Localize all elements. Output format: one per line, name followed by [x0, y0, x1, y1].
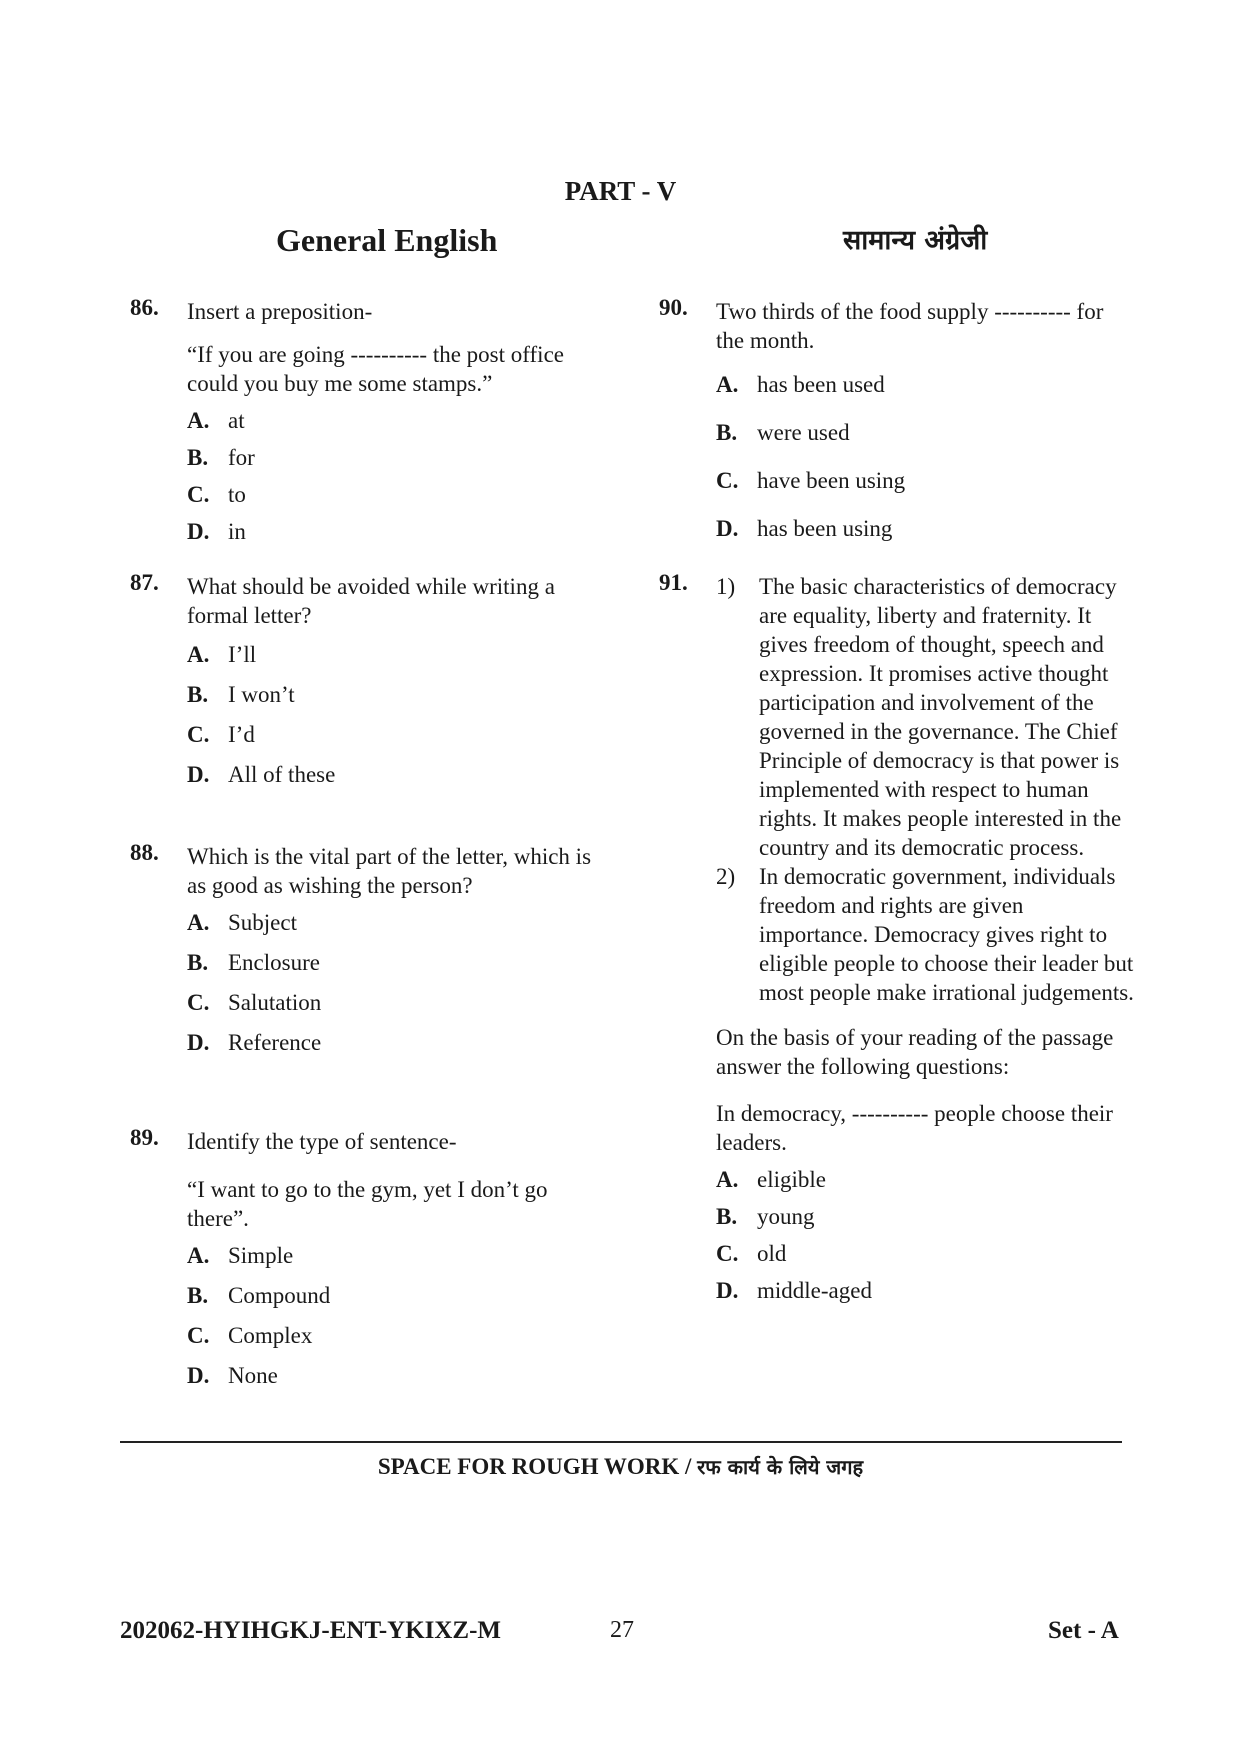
reading-passage: [716, 572, 1137, 1007]
question-quote: “I want to go to the gym, yet I don’t go there”.: [187, 1177, 548, 1231]
option-a[interactable]: A. I’ll: [187, 642, 257, 667]
option-a[interactable]: A. Simple: [187, 1243, 294, 1268]
question-number: 90.: [659, 295, 688, 320]
option-a[interactable]: A. Subject: [187, 910, 297, 935]
footer-paper-code: 202062-HYIHGKJ-ENT-YKIXZ-M: [120, 1617, 502, 1644]
subject-title-english: General English: [276, 222, 498, 258]
option-list: [187, 908, 600, 1068]
option-list: [187, 640, 600, 800]
passage-paragraph-2: 2) In democratic government, individuals freedom and rights are given importance. Democracy gives right to eligible people to choose their leader but most people make irrational judgements.: [716, 864, 1134, 1005]
option-list: [716, 370, 1137, 562]
subject-title-hindi: सामान्य अंग्रेजी: [843, 225, 988, 256]
option-d[interactable]: D. All of these: [187, 762, 336, 787]
option-b[interactable]: B. young: [716, 1204, 815, 1229]
option-b[interactable]: B. Compound: [187, 1283, 331, 1308]
option-c[interactable]: C. have been using: [716, 468, 906, 493]
question-number: 87.: [130, 570, 159, 595]
option-c[interactable]: C. to: [187, 482, 246, 507]
question-number: 89.: [130, 1125, 159, 1150]
footer-page-number: 27: [610, 1617, 634, 1643]
question-number: 86.: [130, 295, 159, 320]
question-text: Identify the type of sentence-: [187, 1129, 457, 1154]
option-c[interactable]: C. Salutation: [187, 990, 322, 1015]
option-c[interactable]: C. old: [716, 1241, 787, 1266]
divider-rule: [120, 1441, 1122, 1443]
option-b[interactable]: B. Enclosure: [187, 950, 320, 975]
option-a[interactable]: A. has been used: [716, 372, 885, 397]
question-text: What should be avoided while writing a formal letter?: [187, 574, 555, 628]
option-list: [187, 406, 600, 554]
question-91: [659, 570, 1137, 1313]
option-b[interactable]: B. were used: [716, 420, 850, 445]
question-quote: “If you are going ---------- the post office could you buy me some stamps.”: [187, 342, 564, 396]
question-number: 88.: [130, 840, 159, 865]
footer-set-label: Set - A: [1048, 1617, 1119, 1644]
passage-paragraph-1: 1) The basic characteristics of democracy are equality, liberty and fraternity. It gives freedom of thought, speech and expression. It promises active thought participation and involvement of the governed in the governance. The Chief Principle of democracy is that power is implemented with respect to human rights. It makes people interested in the country and its democratic process.: [716, 574, 1122, 860]
question-text: In democracy, ---------- people choose their leaders.: [716, 1101, 1113, 1155]
option-c[interactable]: C. I’d: [187, 722, 255, 747]
option-d[interactable]: D. middle-aged: [716, 1278, 872, 1303]
option-d[interactable]: D. has been using: [716, 516, 893, 541]
option-d[interactable]: D. in: [187, 519, 246, 544]
option-a[interactable]: A. eligible: [716, 1167, 826, 1192]
option-d[interactable]: D. Reference: [187, 1030, 322, 1055]
question-90: [659, 295, 1137, 562]
option-d[interactable]: D. None: [187, 1363, 278, 1388]
question-89: [130, 1127, 600, 1401]
option-list: [716, 1165, 1137, 1313]
question-88: [130, 842, 600, 1068]
rough-work-label: SPACE FOR ROUGH WORK / रफ कार्य के लिये जगह: [377, 1454, 864, 1479]
option-list: [187, 1241, 600, 1401]
question-text: Two thirds of the food supply ---------- for the month.: [716, 299, 1104, 353]
option-a[interactable]: A. at: [187, 408, 245, 433]
question-text: Insert a preposition-: [187, 299, 373, 324]
question-number: 91.: [659, 570, 688, 595]
option-c[interactable]: C. Complex: [187, 1323, 313, 1348]
part-title: PART - V: [564, 176, 677, 206]
question-87: [130, 572, 600, 800]
question-text: Which is the vital part of the letter, which is as good as wishing the person?: [187, 844, 592, 898]
option-b[interactable]: B. for: [187, 445, 255, 470]
question-86: [130, 297, 600, 554]
passage-instruction: On the basis of your reading of the passage answer the following questions:: [716, 1025, 1114, 1079]
option-b[interactable]: B. I won’t: [187, 682, 295, 707]
